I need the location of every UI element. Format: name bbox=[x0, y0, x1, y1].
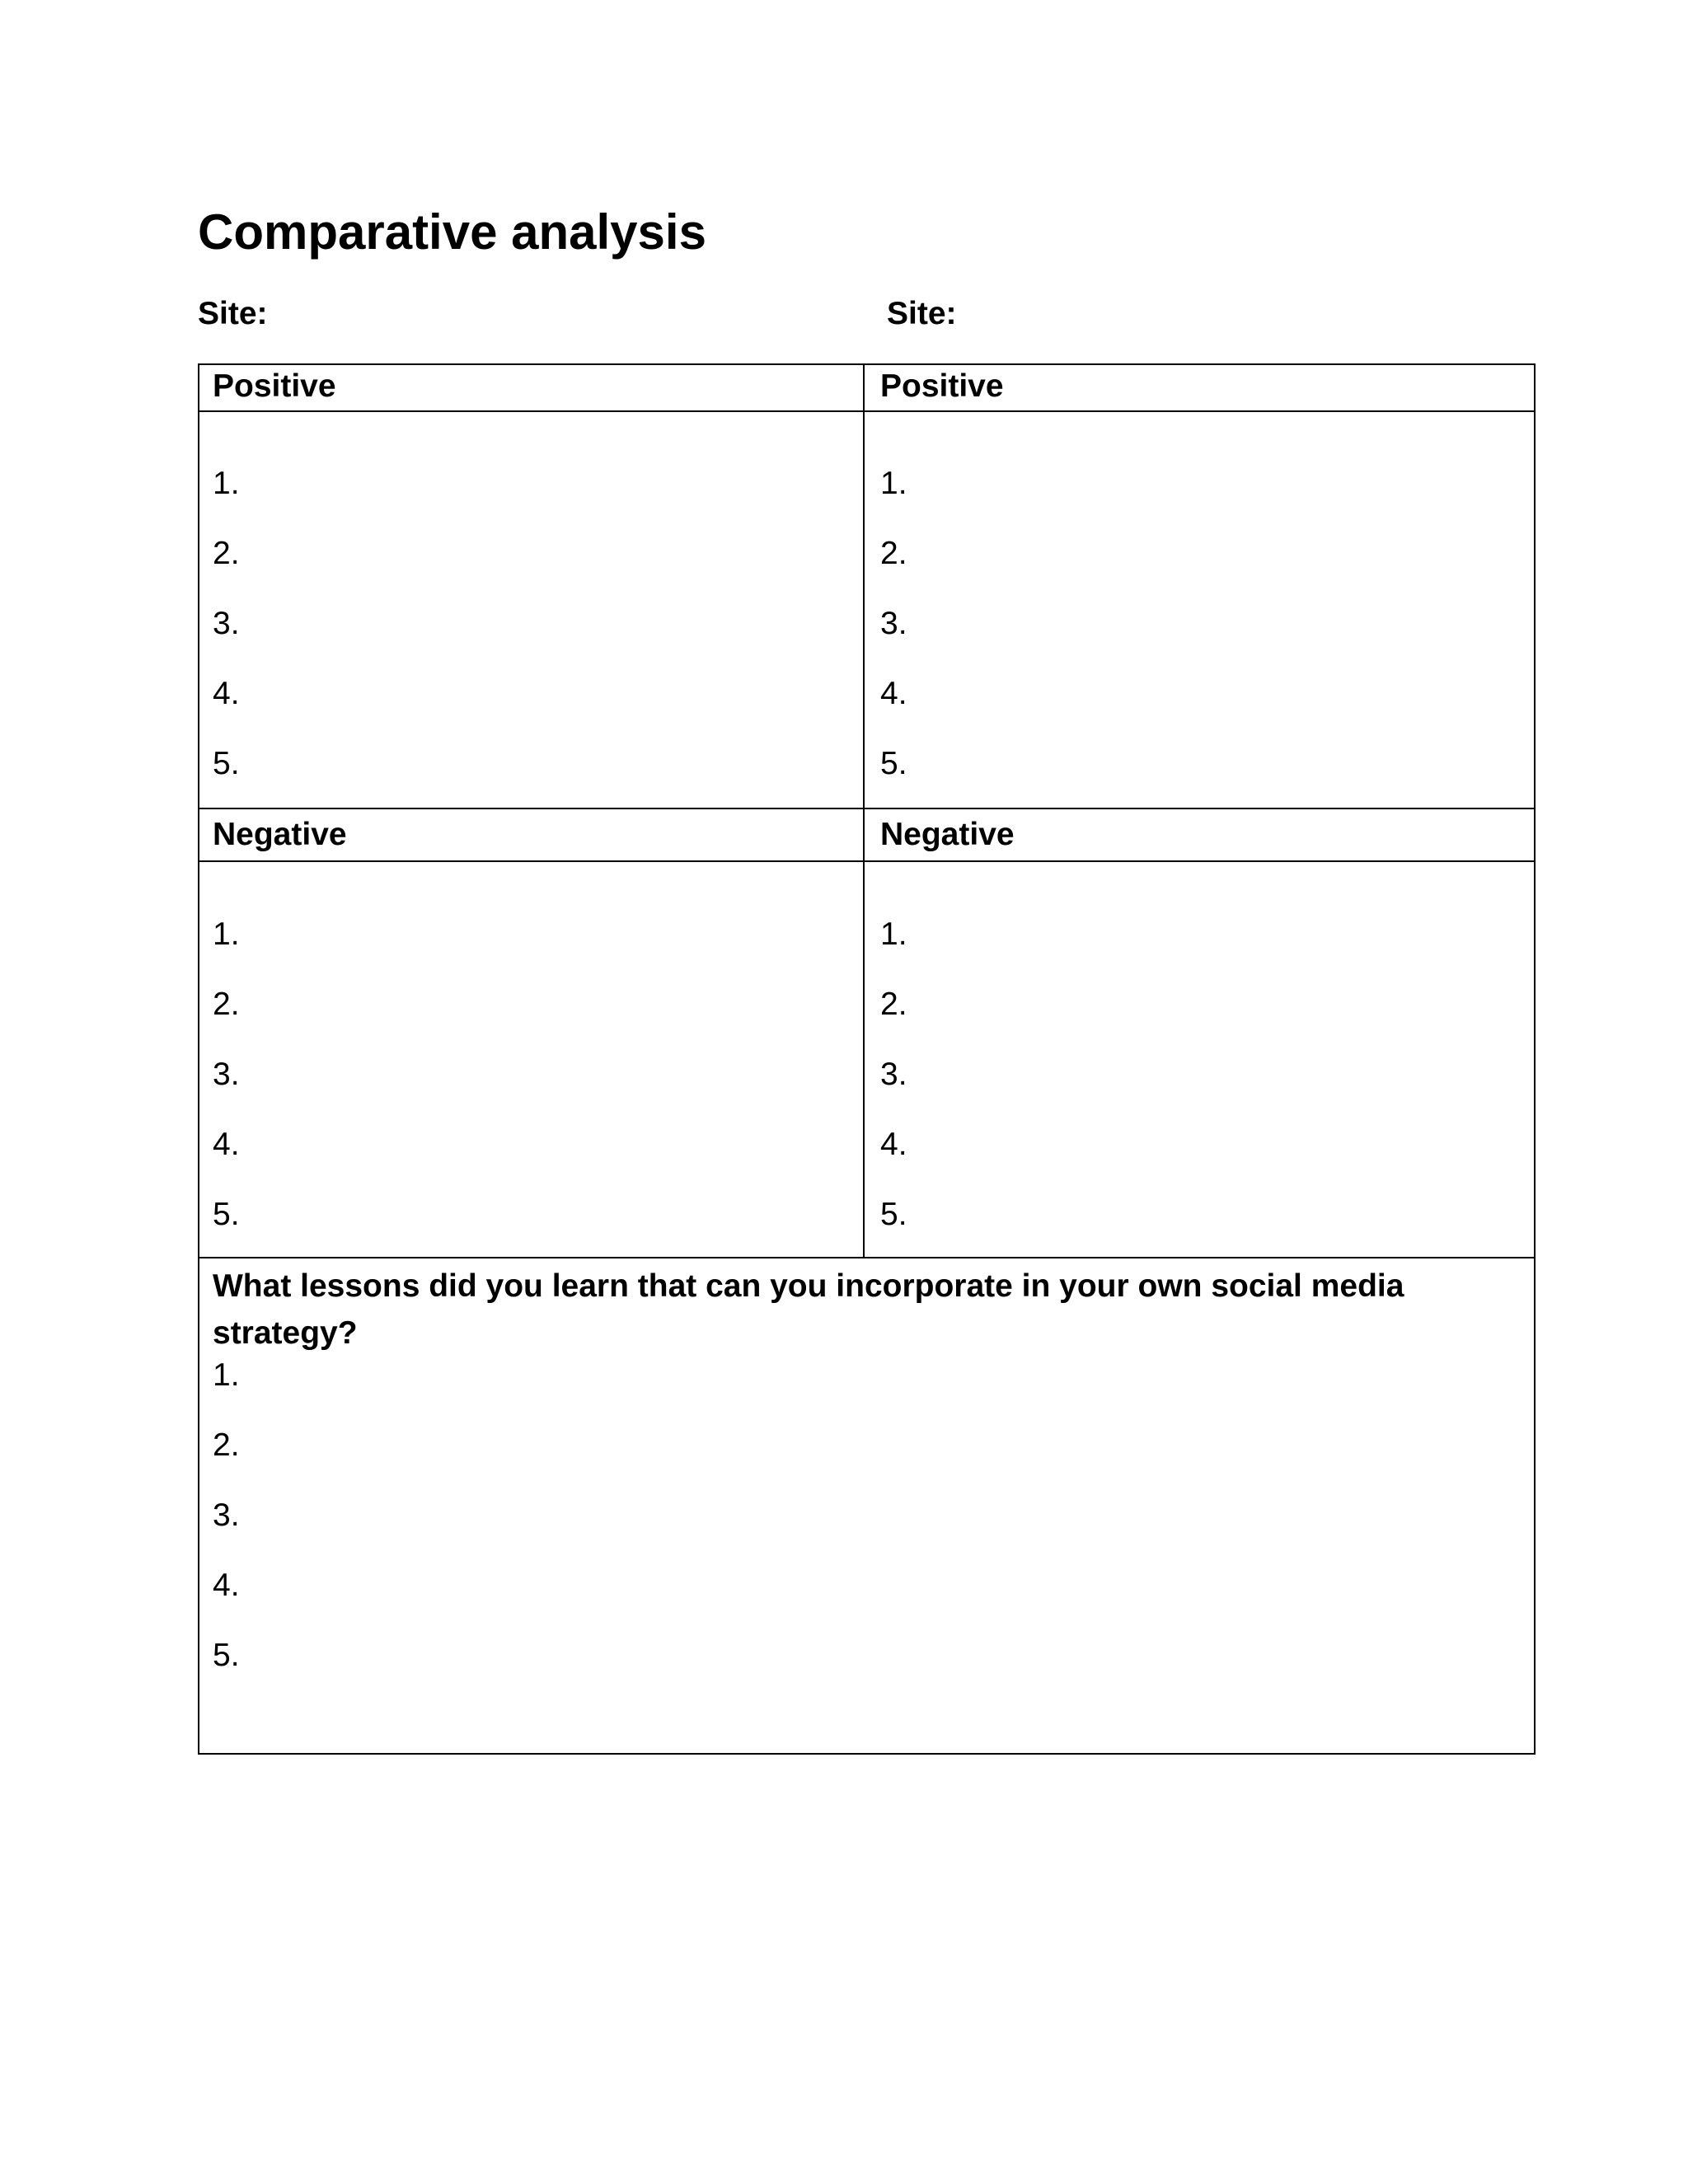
row-divider-lessons-top bbox=[198, 1257, 1536, 1258]
negative-header-right: Negative bbox=[880, 817, 1015, 852]
positive-list-left bbox=[213, 463, 240, 813]
list-item[interactable]: 2. bbox=[880, 987, 907, 1022]
list-item[interactable]: 3. bbox=[213, 1497, 240, 1533]
document-title: Comparative analysis bbox=[198, 204, 706, 260]
site-label-right: Site: bbox=[887, 296, 957, 331]
list-item[interactable]: 1. bbox=[213, 1357, 240, 1393]
list-item[interactable]: 4. bbox=[213, 676, 240, 711]
lessons-question: What lessons did you learn that can you incorporate in your own social media strategy? bbox=[213, 1268, 1404, 1351]
negative-list-left bbox=[213, 914, 240, 1264]
site-label-left: Site: bbox=[198, 296, 268, 331]
row-divider-positive-header bbox=[198, 410, 1536, 412]
list-item[interactable]: 4. bbox=[213, 1568, 240, 1603]
positive-list-right bbox=[880, 463, 907, 813]
row-divider-negative-header bbox=[198, 860, 1536, 862]
list-item[interactable]: 3. bbox=[880, 1057, 907, 1092]
column-divider bbox=[863, 363, 865, 1258]
list-item[interactable]: 2. bbox=[213, 987, 240, 1022]
list-item[interactable]: 3. bbox=[880, 606, 907, 641]
negative-list-right bbox=[880, 914, 907, 1264]
list-item[interactable]: 1. bbox=[880, 916, 907, 952]
list-item[interactable]: 4. bbox=[880, 1127, 907, 1162]
row-divider-negative-top bbox=[198, 808, 1536, 809]
list-item[interactable]: 5. bbox=[880, 746, 907, 781]
list-item[interactable]: 3. bbox=[213, 1057, 240, 1092]
positive-header-left: Positive bbox=[213, 368, 336, 404]
negative-header-left: Negative bbox=[213, 817, 347, 852]
list-item[interactable]: 2. bbox=[213, 1427, 240, 1463]
list-item[interactable]: 5. bbox=[213, 746, 240, 781]
list-item[interactable]: 5. bbox=[213, 1638, 240, 1673]
list-item[interactable]: 2. bbox=[213, 536, 240, 571]
list-item[interactable]: 1. bbox=[213, 916, 240, 952]
comparison-table bbox=[198, 363, 1536, 1755]
list-item[interactable]: 2. bbox=[880, 536, 907, 571]
positive-header-right: Positive bbox=[880, 368, 1004, 404]
list-item[interactable]: 1. bbox=[880, 466, 907, 501]
lessons-list bbox=[213, 1355, 240, 1705]
list-item[interactable]: 4. bbox=[213, 1127, 240, 1162]
list-item[interactable]: 4. bbox=[880, 676, 907, 711]
list-item[interactable]: 5. bbox=[213, 1197, 240, 1232]
list-item[interactable]: 5. bbox=[880, 1197, 907, 1232]
list-item[interactable]: 1. bbox=[213, 466, 240, 501]
list-item[interactable]: 3. bbox=[213, 606, 240, 641]
